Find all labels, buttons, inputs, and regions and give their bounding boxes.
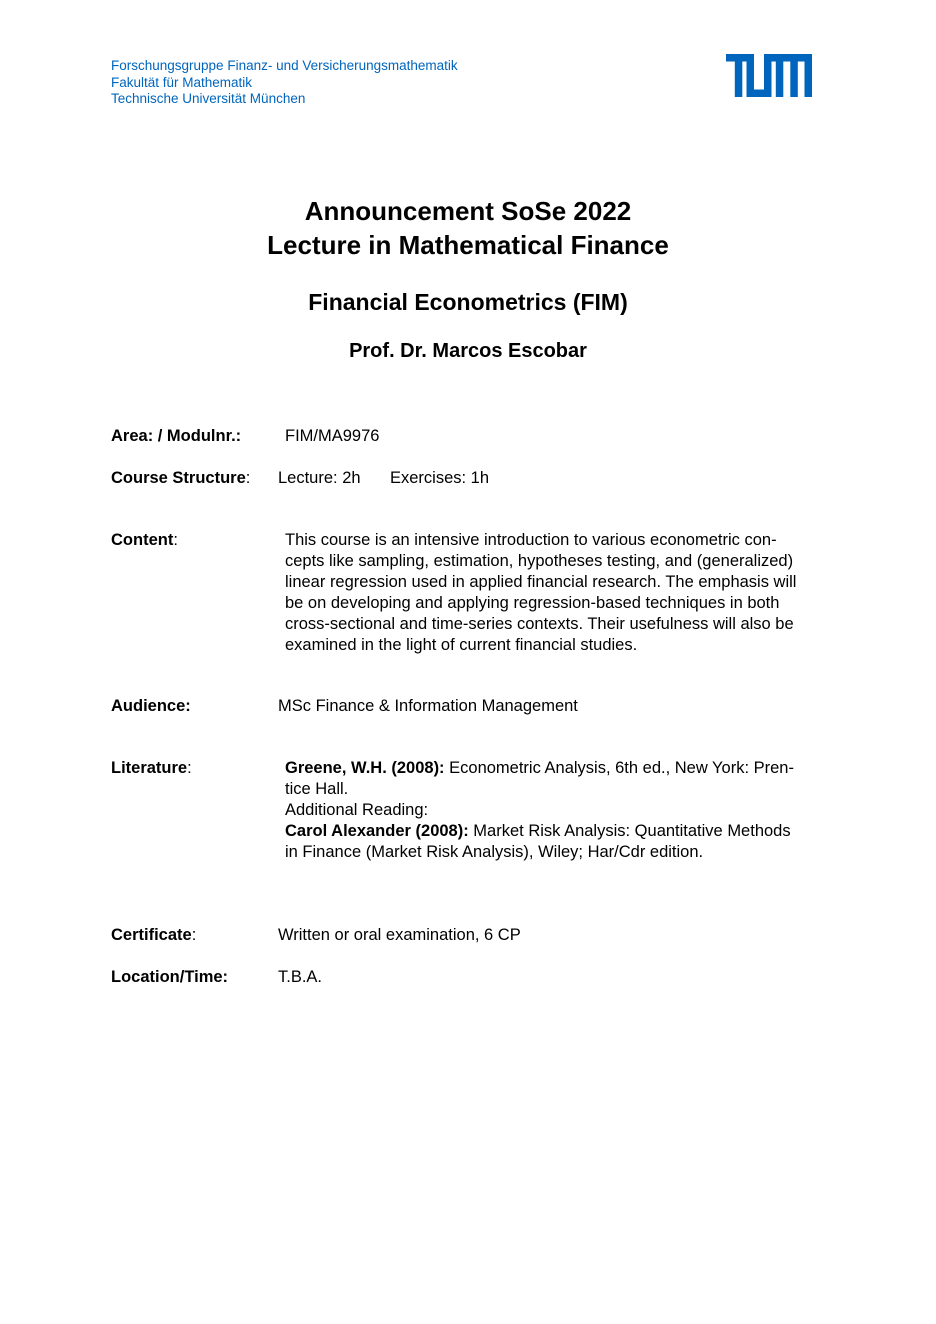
content-line: linear regression used in applied financial research. The emphasis will bbox=[285, 573, 797, 591]
literature-ref1-author: Greene, W.H. (2008): bbox=[285, 759, 445, 777]
affiliation-block bbox=[111, 58, 458, 108]
announcement-title-line1: Announcement SoSe 2022 bbox=[304, 196, 632, 226]
affiliation-line-group: Forschungsgruppe Finanz- und Versicherungsmathematik bbox=[111, 58, 458, 73]
literature-list bbox=[285, 758, 830, 863]
announcement-title bbox=[0, 194, 936, 262]
literature-ref1-line1: Greene, W.H. (2008): Econometric Analysis, 6th ed., New York: Pren- bbox=[285, 759, 794, 777]
content-label: Content: bbox=[111, 531, 178, 549]
audience-value: MSc Finance & Information Management bbox=[278, 697, 578, 715]
certificate-label: Certificate: bbox=[111, 926, 197, 944]
literature-ref2-line2: in Finance (Market Risk Analysis), Wiley; Har/Cdr edition. bbox=[285, 843, 704, 861]
location-time-value: T.B.A. bbox=[278, 968, 323, 986]
literature-ref2-author: Carol Alexander (2008): bbox=[285, 822, 469, 840]
announcement-title-line2: Lecture in Mathematical Finance bbox=[267, 230, 669, 260]
area-value: FIM/MA9976 bbox=[285, 427, 380, 445]
content-line: cross-sectional and time-series contexts. Their usefulness will also be bbox=[285, 615, 794, 633]
literature-ref1-line2: tice Hall. bbox=[285, 780, 349, 798]
content-line: examined in the light of current financial studies. bbox=[285, 636, 638, 654]
literature-label: Literature: bbox=[111, 759, 192, 777]
course-structure-lecture: Lecture: 2h bbox=[278, 469, 361, 487]
location-time-label: Location/Time: bbox=[111, 968, 229, 986]
content-paragraph bbox=[285, 530, 830, 656]
course-title: Financial Econometrics (FIM) bbox=[308, 289, 628, 315]
affiliation-line-university: Technische Universität München bbox=[111, 91, 306, 106]
tum-logo-icon bbox=[726, 54, 812, 97]
content-line: cepts like sampling, estimation, hypotheses testing, and (generalized) bbox=[285, 552, 794, 570]
audience-label: Audience: bbox=[111, 697, 191, 715]
certificate-value: Written or oral examination, 6 CP bbox=[278, 926, 521, 944]
professor-name: Prof. Dr. Marcos Escobar bbox=[349, 340, 587, 362]
area-label: Area: / Modulnr.: bbox=[111, 427, 242, 445]
content-line: This course is an intensive introduction to various econometric con- bbox=[285, 531, 777, 549]
literature-ref2-line1: Carol Alexander (2008): Market Risk Analysis: Quantitative Methods bbox=[285, 822, 791, 840]
course-structure-label: Course Structure: bbox=[111, 469, 251, 487]
affiliation-line-faculty: Fakultät für Mathematik bbox=[111, 74, 253, 90]
course-structure-exercises: Exercises: 1h bbox=[390, 469, 490, 487]
literature-additional-heading: Additional Reading: bbox=[285, 801, 429, 819]
content-line: be on developing and applying regression-based techniques in both bbox=[285, 594, 780, 612]
